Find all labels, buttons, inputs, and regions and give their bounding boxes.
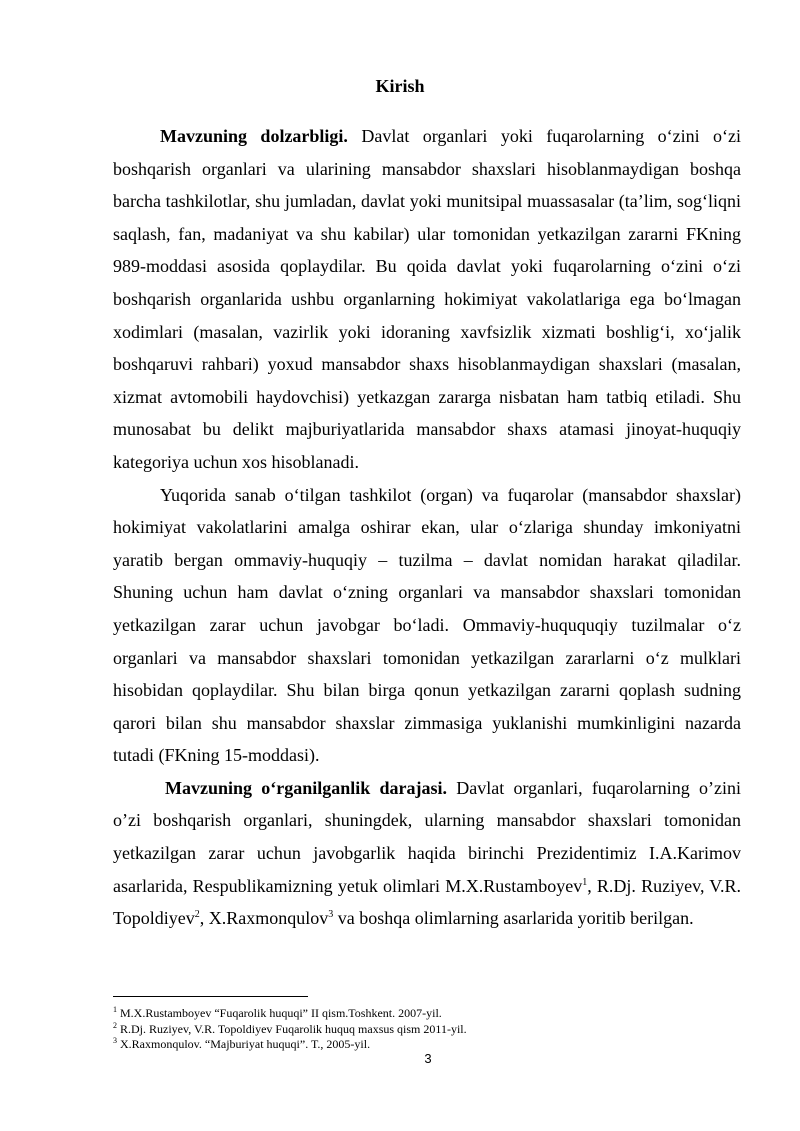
footnote-text: M.X.Rustamboyev “Fuqarolik huquqi” II qism.Toshkent. 2007-yil. — [117, 1006, 442, 1020]
footnotes — [113, 1006, 741, 1053]
footnote-mark: 2 — [113, 1020, 117, 1030]
page-title: Kirish — [375, 76, 425, 96]
footnote-reference[interactable]: 1 — [582, 876, 588, 888]
body-text — [113, 120, 741, 935]
paragraph-state-liability — [113, 479, 741, 772]
paragraph-text: , X.Raxmonqulov — [199, 908, 329, 929]
paragraph-study-degree — [113, 772, 741, 935]
paragraph-lead: Mavzuning o‘rganilganlik darajasi. — [165, 777, 447, 798]
footnote-reference[interactable]: 3 — [328, 909, 334, 921]
footnote-item — [113, 1006, 741, 1022]
paragraph-text: , R.Dj. Ruziyev, V.R. Topoldiyev — [113, 875, 741, 929]
footnote-text: X.Raxmonqulov. “Majburiyat huquqi”. T., 2005-yil. — [117, 1037, 371, 1051]
footnote-item — [113, 1022, 741, 1038]
paragraph-relevance — [113, 120, 741, 479]
paragraph-text: Davlat organlari yoki fuqarolarning o‘zini o‘zi boshqarish organlari va ularining mansabdor shaxslari hisoblanmaydigan boshqa barcha tashkilotlar, shu jumladan, davlat yoki munitsipal muassasalar (ta’lim, sog‘liqni saqlash, fan, madaniyat va shu kabilar) ular tomonidan yetkazilgan zararni FKning 989-moddasi asosida qoplaydilar. Bu qoida davlat yoki fuqarolarning o‘zini o‘zi boshqarish organlarida ushbu organlarning hokimiyat vakolatlariga ega bo‘lmagan xodimlari (masalan, vazirlik yoki idoraning xavfsizlik xizmati boshlig‘i, xo‘jalik boshqaruvi rahbari) yoxud mansabdor shaxs hisoblanmaydigan shaxslari (masalan, xizmat avtomobili haydovchisi) yetkazgan zararga nisbatan ham tatbiq etiladi. Shu munosabat bu delikt majburiyatlarida mansabdor shaxs atamasi jinoyat-huquqiy kategoriya uchun xos hisoblanadi. — [113, 126, 741, 472]
paragraph-text: Yuqorida sanab o‘tilgan tashkilot (organ) va fuqarolar (mansabdor shaxslar) hokimiyat vakolatlarini amalga oshirar ekan, ular o‘zlariga shunday imkoniyatni yaratib bergan ommaviy-huquqiy – tuzilma – davlat nomidan harakat qiladilar. Shuning uchun ham davlat o‘zning organlari va mansabdor shaxslari tomonidan yetkazilgan zarar uchun javobgar bo‘ladi. Ommaviy-huququqiy tuzilmalar o‘z organlari va mansabdor shaxslari tomonidan yetkazilgan zararlarni o‘z mulklari hisobidan qoplaydilar. Shu bilan birga qonun yetkazilgan zararni qoplash sudning qarori bilan shu mansabdor shaxslar zimmasiga yuklanishi mumkinligini nazarda tutadi (FKning 15-moddasi). — [113, 484, 741, 766]
footnote-separator — [113, 996, 308, 997]
footnote-reference[interactable]: 2 — [194, 909, 200, 921]
paragraph-lead: Mavzuning dolzarbligi. — [160, 126, 348, 146]
paragraph-text: Davlat organlari, fuqarolarning o’zini o’zi boshqarish organlari, shuningdek, ularning mansabdor shaxslari tomonidan yetkazilgan zarar uchun javobgarlik haqida birinchi Prezidentimiz I.A.Karimov asarlarida, Respublikamizning yetuk olimlari M.X.Rustamboyev — [113, 777, 741, 896]
footnote-mark: 1 — [113, 1005, 117, 1014]
paragraph-text: va boshqa olimlarning asarlarida yoritib berilgan. — [333, 908, 694, 929]
footnote-text: R.Dj. Ruziyev, V.R. Topoldiyev Fuqarolik huquq maxsus qism 2011-yil. — [117, 1021, 467, 1036]
footnote-mark: 3 — [113, 1036, 117, 1045]
page-number: 3 — [424, 1051, 432, 1066]
